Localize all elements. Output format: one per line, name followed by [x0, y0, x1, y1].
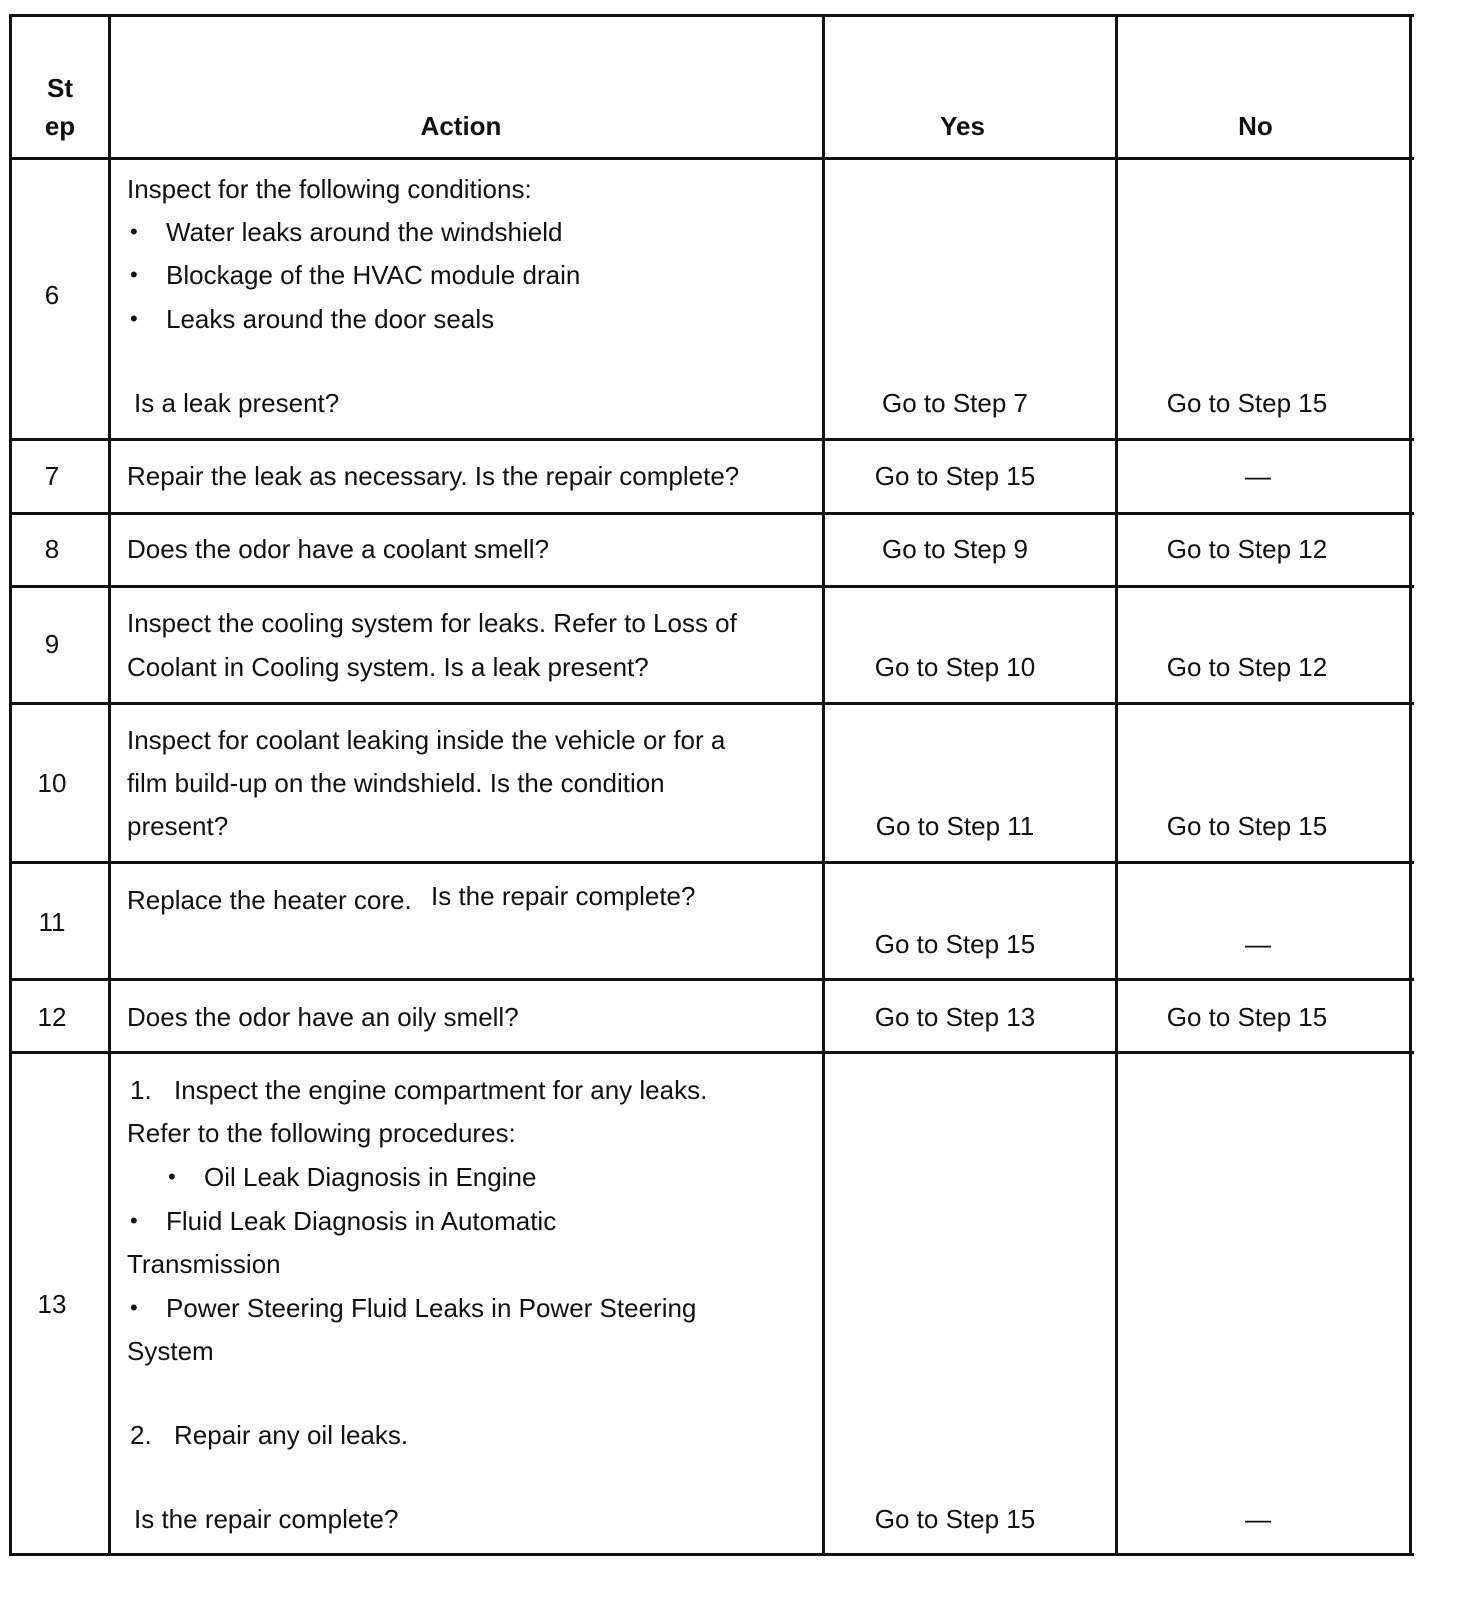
bullet-icon: • — [130, 306, 138, 331]
bullet-icon: • — [130, 219, 138, 244]
action-text: Water leaks around the windshield — [166, 217, 563, 247]
no-link[interactable]: Go to Step 15 — [1166, 388, 1328, 418]
grid-line — [9, 585, 1414, 588]
bullet-icon: • — [130, 1295, 138, 1320]
bullet-icon: • — [168, 1164, 176, 1189]
action-text: Does the odor have an oily smell? — [127, 1002, 519, 1032]
header-step-line2: ep — [44, 111, 76, 141]
action-text: Power Steering Fluid Leaks in Power Steering — [166, 1293, 697, 1323]
header-no: No — [1238, 111, 1273, 141]
action-text: System — [127, 1336, 214, 1366]
header-step-line1: St — [47, 73, 73, 103]
header-action: Action — [420, 111, 502, 141]
grid-line — [9, 512, 1414, 515]
action-text: Inspect the engine compartment for any leaks. — [174, 1075, 708, 1105]
action-text: Inspect for the following conditions: — [127, 174, 532, 204]
action-text: Inspect for coolant leaking inside the vehicle or for a — [127, 725, 726, 755]
action-text: Replace the heater core. — [127, 885, 412, 915]
grid-line — [9, 861, 1414, 864]
no-link[interactable]: Go to Step 12 — [1166, 652, 1328, 682]
bullet-icon: • — [130, 262, 138, 287]
grid-line — [9, 157, 1414, 160]
step-number: 7 — [44, 461, 60, 491]
yes-link[interactable]: Go to Step 15 — [874, 461, 1036, 491]
grid-line — [9, 1553, 1414, 1556]
list-number: 2. — [130, 1420, 152, 1450]
grid-line — [9, 14, 1414, 17]
bullet-icon: • — [130, 1208, 138, 1233]
grid-line — [9, 702, 1414, 705]
no-value: — — [1245, 1504, 1271, 1534]
yes-link[interactable]: Go to Step 11 — [875, 811, 1035, 841]
step-number: 12 — [37, 1002, 67, 1032]
header-yes: Yes — [940, 111, 985, 141]
list-number: 1. — [130, 1075, 152, 1105]
action-text: Does the odor have a coolant smell? — [127, 534, 550, 564]
yes-link[interactable]: Go to Step 7 — [882, 388, 1028, 418]
no-link[interactable]: Go to Step 12 — [1166, 534, 1328, 564]
action-text: Blockage of the HVAC module drain — [166, 260, 581, 290]
action-text: present? — [127, 811, 229, 841]
no-link[interactable]: Go to Step 15 — [1166, 1002, 1328, 1032]
yes-link[interactable]: Go to Step 9 — [882, 534, 1028, 564]
no-value: — — [1245, 929, 1271, 959]
action-text: Fluid Leak Diagnosis in Automatic — [166, 1206, 557, 1236]
no-value: — — [1245, 461, 1271, 491]
action-text: Oil Leak Diagnosis in Engine — [204, 1162, 537, 1192]
action-text: Repair any oil leaks. — [174, 1420, 409, 1450]
step-number: 6 — [44, 280, 60, 310]
action-text: Inspect the cooling system for leaks. Refer to Loss of — [127, 608, 737, 638]
step-number: 10 — [37, 768, 67, 798]
action-text: film build-up on the windshield. Is the condition — [127, 768, 665, 798]
grid-line — [822, 14, 825, 1556]
action-question: Is the repair complete? — [134, 1504, 399, 1534]
step-number: 9 — [44, 629, 60, 659]
action-text: Repair the leak as necessary. Is the repair complete? — [127, 461, 740, 491]
action-question: Is the repair complete? — [431, 881, 696, 911]
yes-link[interactable]: Go to Step 13 — [874, 1002, 1036, 1032]
grid-line — [9, 978, 1414, 981]
grid-line — [9, 1051, 1414, 1054]
step-number: 11 — [38, 907, 66, 937]
yes-link[interactable]: Go to Step 10 — [874, 652, 1036, 682]
yes-link[interactable]: Go to Step 15 — [874, 1504, 1036, 1534]
step-number: 8 — [44, 534, 60, 564]
action-text: Refer to the following procedures: — [127, 1118, 516, 1148]
action-question: Is a leak present? — [134, 388, 340, 418]
grid-line — [1409, 14, 1412, 1556]
step-number: 13 — [37, 1289, 67, 1319]
action-text: Leaks around the door seals — [166, 304, 495, 334]
action-text: Coolant in Cooling system. Is a leak present? — [127, 652, 649, 682]
no-link[interactable]: Go to Step 15 — [1166, 811, 1328, 841]
grid-line — [108, 14, 111, 1556]
action-text: Transmission — [127, 1249, 281, 1279]
grid-line — [9, 438, 1414, 441]
grid-line — [1115, 14, 1118, 1556]
yes-link[interactable]: Go to Step 15 — [874, 929, 1036, 959]
